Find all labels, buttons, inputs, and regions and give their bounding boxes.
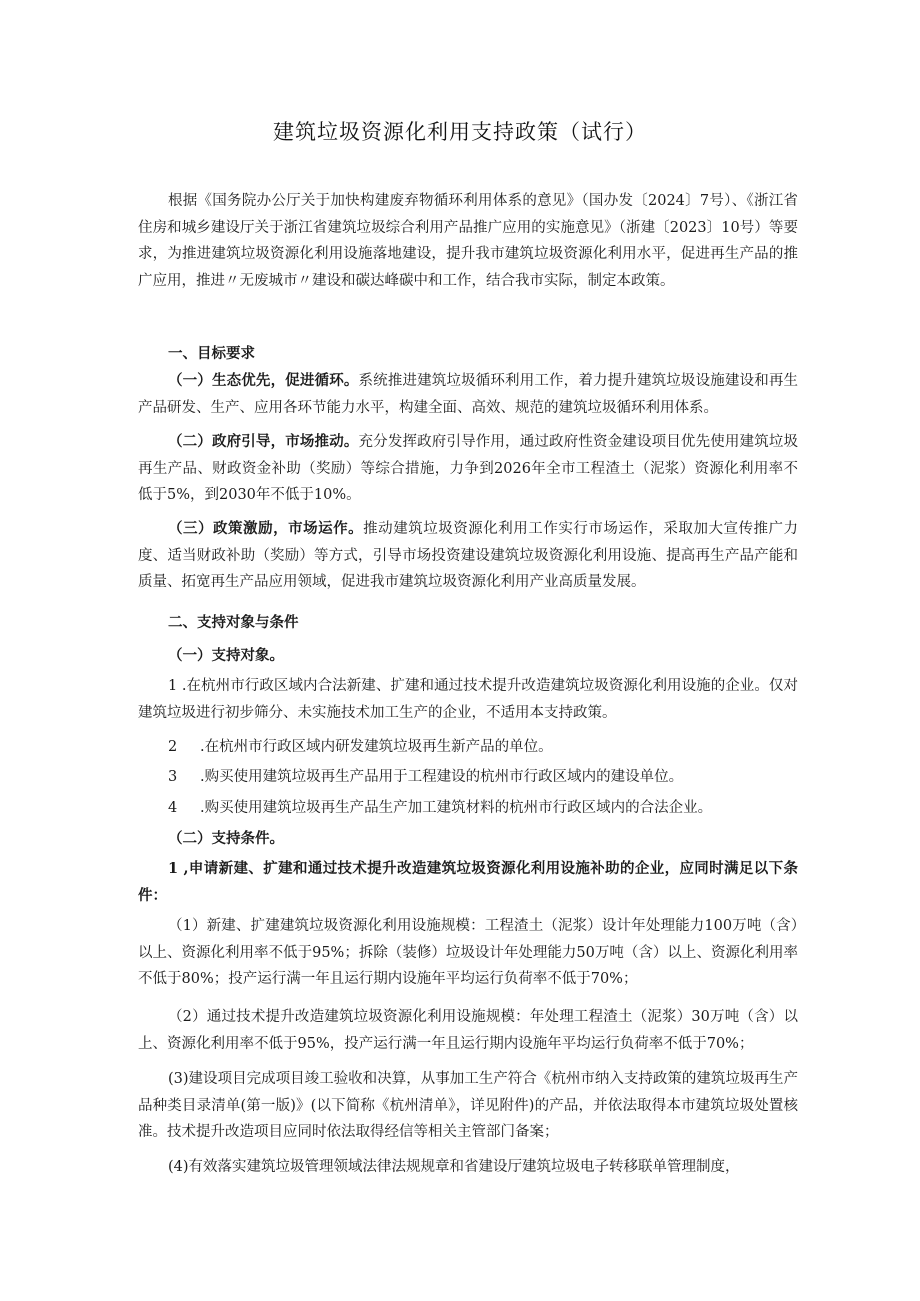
goal-3-text: 推动建筑垃圾资源化利用工作实行市场运作，采取加大宣传推广力度、适当财政补助（奖励）等方式，引导市场投资建设建筑垃圾资源化利用设施、提高再生产品产能和质量、拓宽再生产品应用领域，促进我市建筑垃圾资源化利用产业高质量发展。 [138, 521, 799, 590]
goal-paragraph-1 [138, 368, 798, 421]
target-item-2 [138, 734, 798, 761]
section-heading-goals: 一、目标要求 [168, 345, 255, 362]
subheading-support-conditions: （二）支持条件。 [168, 830, 284, 847]
condition-1-clause-3: (3)建设项目完成项目竣工验收和决算，从事加工生产符合《杭州市纳入支持政策的建筑垃圾再生产品种类目录清单(第一版)》(以下简称《杭州清单》，详见附件)的产品，并依法取得本市建筑垃圾处置核准。技术提升改造项目应同时依法取得经信等相关主管部门备案； [138, 1071, 798, 1140]
target-item-4-text: .购买使用建筑垃圾再生产品生产加工建筑材料的杭州市行政区域内的合法企业。 [200, 800, 713, 816]
target-item-1: 1 .在杭州市行政区域内合法新建、扩建和通过技术提升改造建筑垃圾资源化利用设施的企业。仅对建筑垃圾进行初步筛分、未实施技术加工生产的企业，不适用本支持政策。 [138, 678, 798, 721]
goal-1-text: 系统推进建筑垃圾循环利用工作，着力提升建筑垃圾设施建设和再生产品研发、生产、应用各环节能力水平，构建全面、高效、规范的建筑垃圾循环利用体系。 [138, 373, 799, 416]
condition-1-clause-4: (4)有效落实建筑垃圾管理领域法律法规规章和省建设厅建筑垃圾电子转移联单管理制度， [168, 1159, 740, 1175]
goal-2-lead: （二）政府引导，市场推动。 [168, 433, 359, 450]
condition-1-clause-1: （1）新建、扩建建筑垃圾资源化利用设施规模：工程渣土（泥浆）设计年处理能力100万吨（含）以上、资源化利用率不低于95%；拆除（装修）垃圾设计年处理能力50万吨（含）以上、资源化利用率不低于80%；投产运行满一年且运行期内设施年平均运行负荷率不低于70%； [138, 918, 798, 987]
goal-2-text: 充分发挥政府引导作用，通过政府性资金建设项目优先使用建筑垃圾再生产品、财政资金补助（奖励）等综合措施，力争到2026年全市工程渣土（泥浆）资源化利用率不低于5%，到2030年不低于10%。 [138, 434, 799, 503]
target-item-2-number: 2 [168, 739, 178, 755]
target-item-3 [138, 764, 798, 791]
target-item-3-text: .购买使用建筑垃圾再生产品用于工程建设的杭州市行政区域内的建设单位。 [200, 769, 684, 785]
goal-1-lead: （一）生态优先，促进循环。 [168, 372, 359, 389]
intro-paragraph: 根据《国务院办公厅关于加快构建废弃物循环利用体系的意见》（国办发〔2024〕7号）、《浙江省住房和城乡建设厅关于浙江省建筑垃圾综合利用产品推广应用的实施意见》（浙建〔2023〕10号）等要求，为推进建筑垃圾资源化利用设施落地建设，提升我市建筑垃圾资源化利用水平，促进再生产品的推广应用，推进〃无废城市〃建设和碳达峰碳中和工作，结合我市实际，制定本政策。 [138, 193, 798, 289]
condition-1-clause-2: （2）通过技术提升改造建筑垃圾资源化利用设施规模：年处理工程渣土（泥浆）30万吨（含）以上、资源化利用率不低于95%，投产运行满一年且运行期内设施年平均运行负荷率不低于70%； [138, 1009, 798, 1052]
document-title: 建筑垃圾资源化利用支持政策（试行） [273, 120, 647, 144]
goal-paragraph-3 [138, 516, 798, 596]
target-item-2-text: .在杭州市行政区域内研发建筑垃圾再生新产品的单位。 [200, 739, 553, 755]
goal-3-lead: （三）政策激励，市场运作。 [168, 520, 364, 537]
target-item-4-number: 4 [168, 800, 178, 816]
target-item-4 [138, 795, 798, 822]
section-heading-support: 二、支持对象与条件 [168, 614, 299, 631]
target-item-3-number: 3 [168, 769, 178, 785]
condition-1-heading: 1 ,申请新建、扩建和通过技术提升改造建筑垃圾资源化利用设施补助的企业，应同时满足以下条件： [138, 860, 798, 904]
goal-paragraph-2 [138, 429, 798, 509]
subheading-support-targets: （一）支持对象。 [168, 647, 284, 664]
